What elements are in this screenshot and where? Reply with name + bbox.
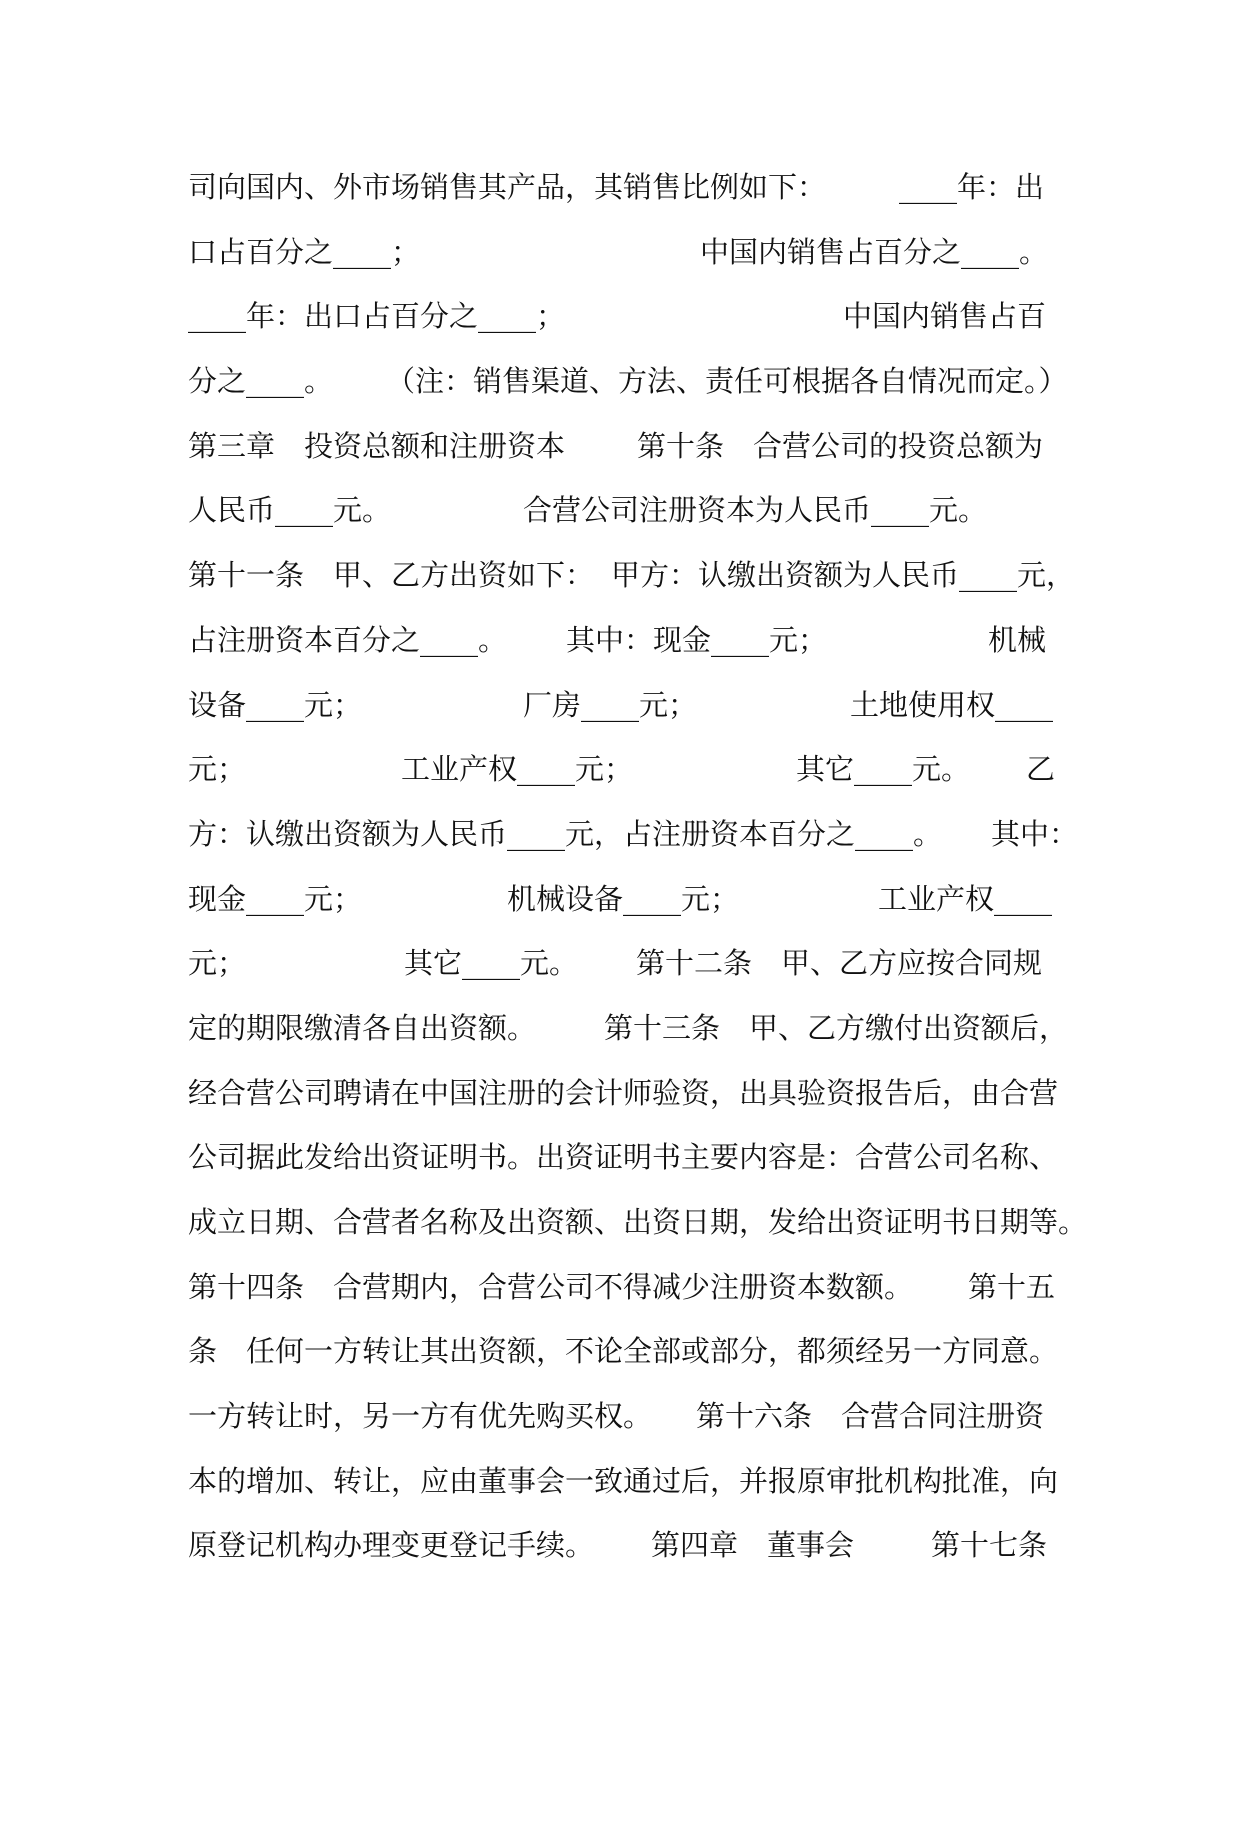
text-segment: 机械设备____元； [507,881,740,916]
text-segment: 中国内销售占百分之____。 [700,234,1049,269]
text-line [188,802,1079,867]
text-segment: 第十二条 甲、乙方应按合同规 [636,946,1043,981]
text-segment: 第三章 投资总额和注册资本 [188,428,566,463]
text-segment: 元； [188,752,247,787]
text-segment: 人民币____元。 [188,493,392,528]
text-segment: 现金____元； [188,881,363,916]
text-segment: 第十四条 合营期内，合营公司不得减少注册资本数额。 [188,1269,914,1304]
text-segment: 口占百分之____； [188,234,421,269]
text-line [188,220,1058,285]
text-line [188,284,1058,349]
text-segment: 工业产权____ [878,881,1053,916]
text-line [188,737,1058,802]
text-segment: 成立日期、合营者名称及出资额、出资日期，发给出资证明书日期等。 [188,1205,1088,1239]
text-segment: 元； [188,946,247,981]
text-line [188,478,1058,543]
text-line [188,1513,1058,1578]
text-segment: 其中： [991,816,1079,851]
text-segment: ____年：出 [899,170,1045,204]
text-segment: （注：销售渠道、方法、责任可根据各自情况而定。） [386,364,1068,399]
text-segment: 原登记机构办理变更登记手续。 [188,1528,595,1563]
text-segment: 第十七条 [931,1528,1048,1563]
text-segment: ____年：出口占百分之____； [188,299,566,334]
text-segment: 第十六条 合营合同注册资 [696,1399,1045,1434]
text-line [188,996,1069,1061]
text-segment: 其它____元。 [404,946,579,981]
text-segment: 占注册资本百分之____。 [188,622,508,657]
text-line [188,1061,1058,1126]
text-segment: 司向国内、外市场销售其产品，其销售比例如下： [188,170,827,204]
text-segment: 条 任何一方转让其出资额，不论全部或部分，都须经另一方同意。 [188,1334,1059,1369]
text-segment: 第十一条 甲、乙方出资如下： [188,558,595,593]
text-line [188,155,1058,220]
text-line [188,608,1058,673]
text-line [188,1255,1058,1320]
text-segment: 公司据此发给出资证明书。出资证明书主要内容是：合营公司名称、 [188,1140,1059,1175]
text-segment: 经合营公司聘请在中国注册的会计师验资，出具验资报告后，由合营 [188,1075,1059,1110]
text-segment: 其中：现金____元； [566,622,828,657]
text-line [188,543,1076,608]
text-line [188,1319,1058,1384]
text-segment: 设备____元； [188,687,363,722]
text-line [188,1384,1058,1449]
text-line [188,1449,1058,1514]
text-segment: 其它____元。 [796,752,971,787]
text-line [188,867,1058,932]
text-segment: 第十三条 甲、乙方缴付出资额后， [604,1010,1069,1045]
text-line [188,1125,1058,1190]
text-segment: 第十条 合营公司的投资总额为 [637,428,1044,463]
text-segment: 机械 [988,622,1047,657]
document-body [188,155,1088,1578]
text-segment: 甲方：认缴出资额为人民币____元， [611,558,1076,593]
text-segment: 中国内销售占百 [843,299,1047,334]
text-segment: 本的增加、转让，应由董事会一致通过后，并报原审批机构批准，向 [188,1463,1059,1498]
text-segment: 合营公司注册资本为人民币____元。 [523,493,988,528]
text-line [188,931,1058,996]
text-line [188,349,1068,414]
text-segment: 土地使用权____ [850,687,1054,722]
text-segment: 方：认缴出资额为人民币____元，占注册资本百分之____。 [188,816,943,851]
text-segment: 分之____。 [188,364,334,399]
text-line [188,673,1058,738]
text-segment: 厂房____元； [523,687,698,722]
text-segment: 工业产权____元； [401,752,634,787]
text-line [188,1190,1088,1255]
text-segment: 一方转让时，另一方有优先购买权。 [188,1399,653,1434]
text-segment: 第十五 [968,1269,1056,1304]
text-segment: 第四章 董事会 [651,1528,855,1563]
text-segment: 定的期限缴清各自出资额。 [188,1010,537,1045]
text-line [188,414,1058,479]
text-segment: 乙 [1026,752,1056,787]
